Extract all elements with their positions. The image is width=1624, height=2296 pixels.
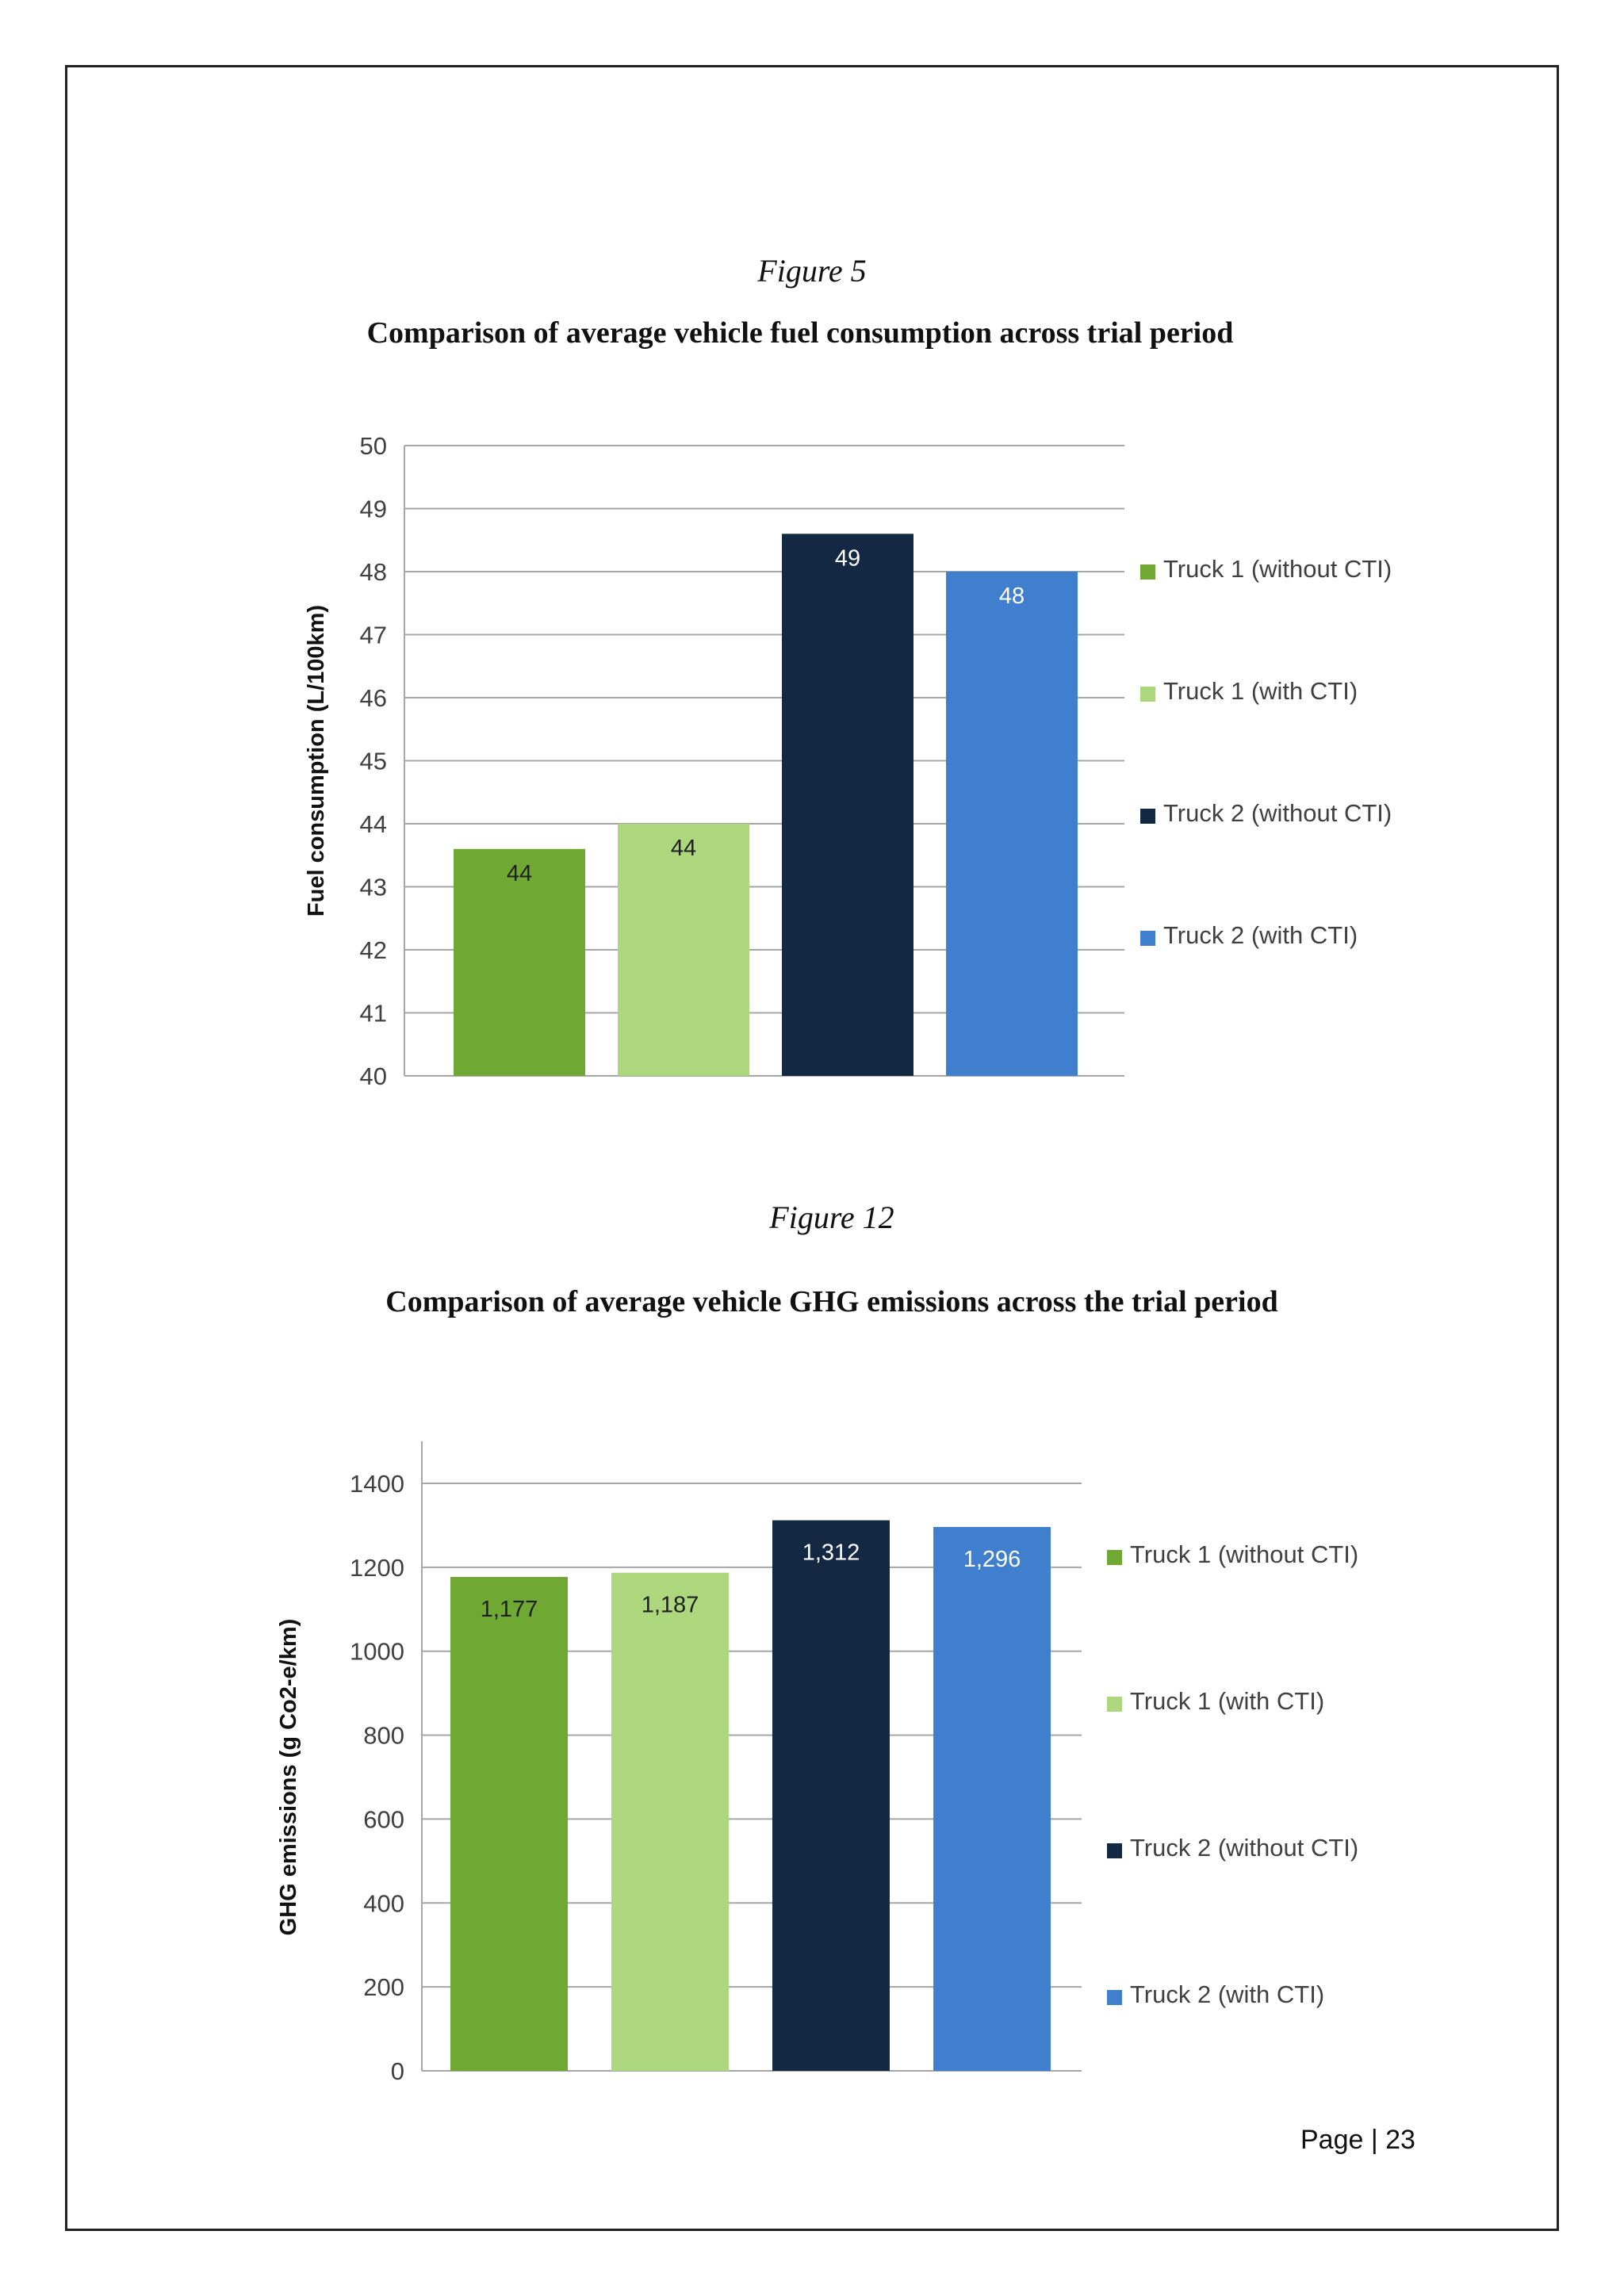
legend-label: Truck 1 (with CTI): [1130, 1687, 1325, 1715]
y-tick-label: 200: [363, 1973, 404, 2002]
bar-data-label: 1,296: [963, 1547, 1021, 1573]
y-tick-label: 1400: [350, 1470, 404, 1498]
page-number: Page | 23: [1300, 2125, 1415, 2155]
y-axis-title: Fuel consumption (L/100km): [304, 604, 329, 917]
bar: [450, 1577, 568, 2071]
y-tick-label: 0: [390, 2057, 404, 2085]
y-tick-label: 43: [359, 873, 387, 901]
figure-5-title: Comparison of average vehicle fuel consumption across trial period: [366, 316, 1234, 350]
y-tick-label: 1000: [350, 1637, 404, 1666]
bar: [772, 1521, 890, 2071]
figure-12-label: Figure 12: [769, 1200, 894, 1235]
y-tick-label: 44: [359, 810, 387, 838]
legend-label: Truck 2 (with CTI): [1163, 921, 1358, 949]
y-tick-label: 1200: [350, 1553, 404, 1582]
y-tick-label: 46: [359, 684, 387, 712]
legend-label: Truck 2 (without CTI): [1130, 1834, 1359, 1862]
y-tick-label: 41: [359, 999, 387, 1027]
y-tick-label: 600: [363, 1805, 404, 1834]
bar-data-label: 1,187: [641, 1592, 699, 1618]
legend-label: Truck 1 (without CTI): [1130, 1540, 1359, 1568]
legend-swatch: [1107, 1843, 1122, 1858]
bar: [611, 1573, 729, 2071]
y-tick-label: 400: [363, 1889, 404, 1918]
y-tick-label: 47: [359, 621, 387, 649]
legend-label: Truck 1 (without CTI): [1163, 555, 1392, 583]
bar-data-label: 48: [998, 584, 1025, 609]
bar-data-label: 49: [834, 545, 861, 572]
y-tick-label: 50: [359, 432, 387, 460]
y-tick-label: 40: [359, 1062, 387, 1090]
legend-swatch: [1107, 1550, 1122, 1565]
y-tick-label: 45: [359, 747, 387, 775]
legend-label: Truck 1 (with CTI): [1163, 677, 1358, 705]
bar: [933, 1527, 1051, 2071]
bar-data-label: 1,177: [480, 1597, 538, 1623]
y-axis-title: GHG emissions (g Co2-e/km): [276, 1618, 301, 1936]
legend-swatch: [1107, 1697, 1122, 1712]
bar-data-label: 1,312: [802, 1540, 860, 1566]
legend-swatch: [1107, 1990, 1122, 2005]
figure-12-title: Comparison of average vehicle GHG emissions across the trial period: [385, 1285, 1278, 1318]
y-tick-label: 49: [359, 495, 387, 523]
y-tick-label: 800: [363, 1721, 404, 1750]
bar-data-label: 44: [670, 836, 697, 861]
y-tick-label: 42: [359, 936, 387, 964]
y-tick-label: 48: [359, 558, 387, 586]
legend-label: Truck 2 (without CTI): [1163, 799, 1392, 827]
figure-5-label: Figure 5: [757, 253, 867, 289]
bar-data-label: 44: [506, 860, 533, 886]
legend-label: Truck 2 (with CTI): [1130, 1980, 1325, 2008]
